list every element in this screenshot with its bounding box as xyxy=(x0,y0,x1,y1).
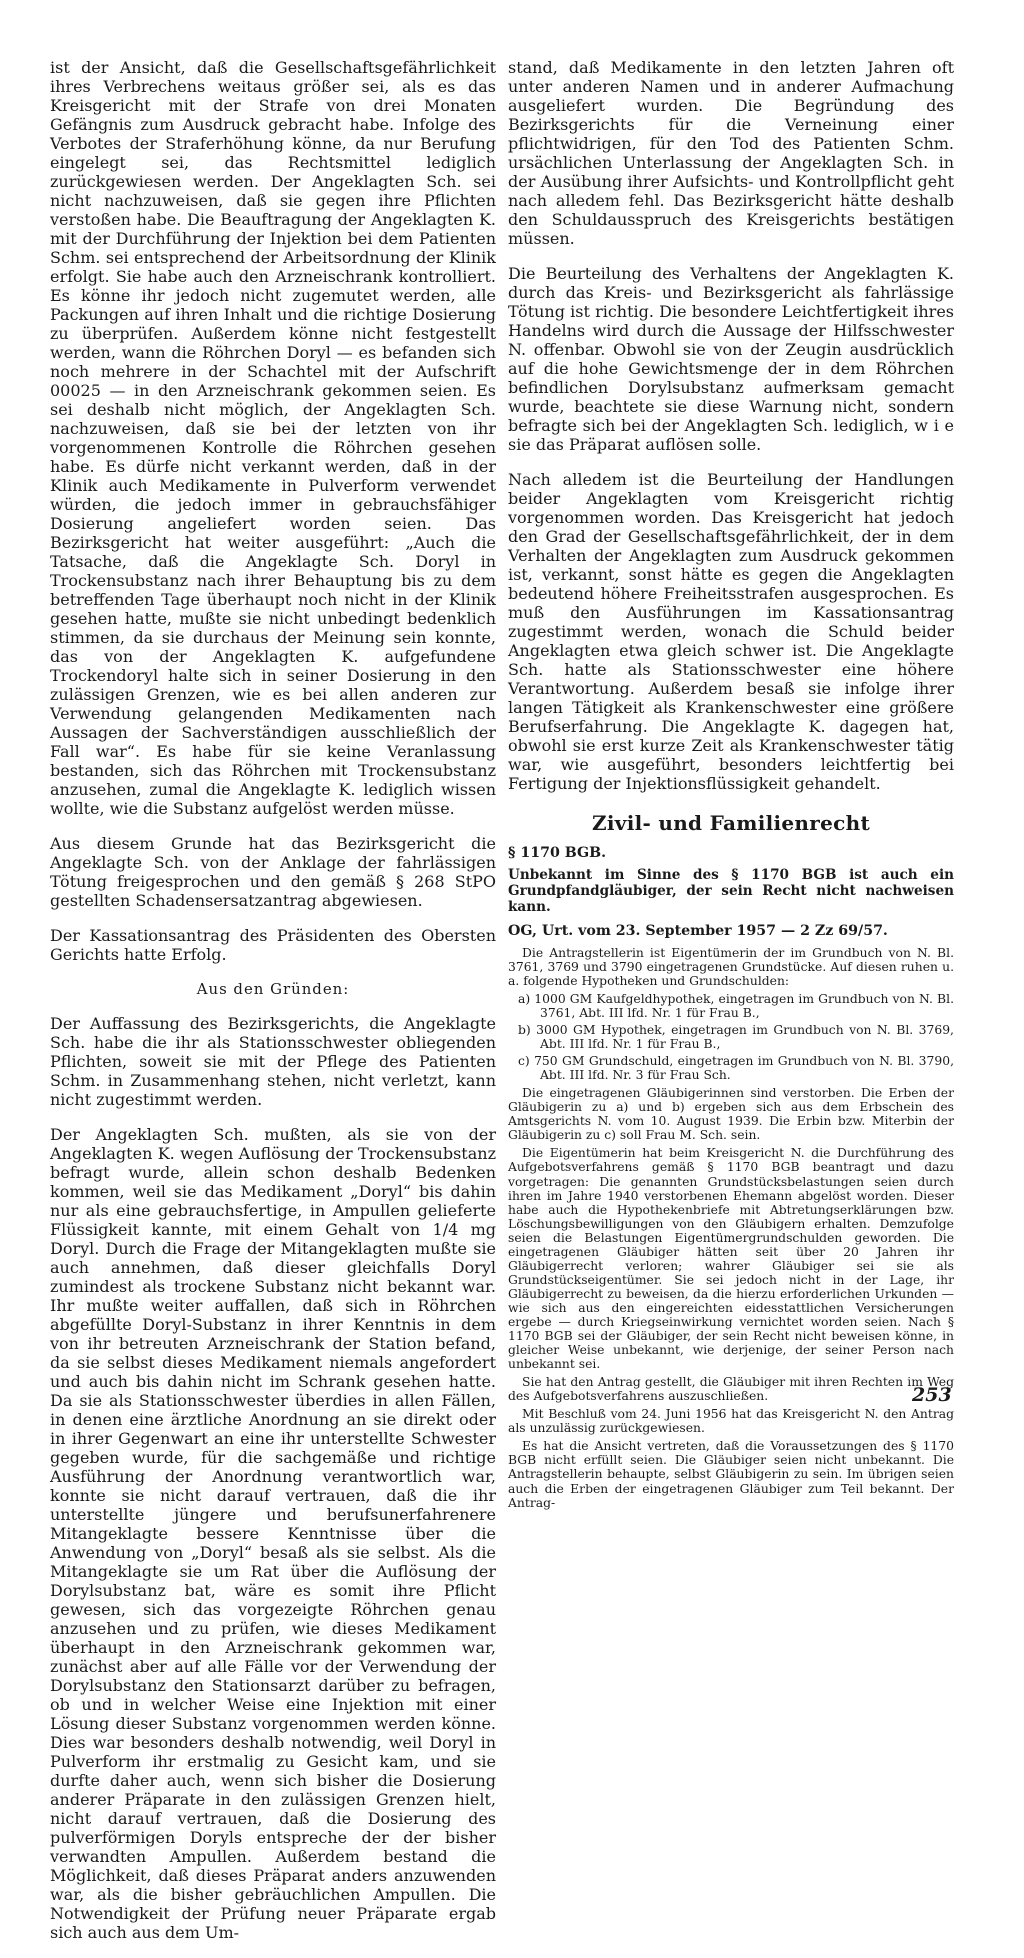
paragraph: ist der Ansicht, daß die Gesellschaftsgefährlichkeit ihres Verbrechens weitaus größer sei, als es das Kreisgericht mit der Strafe von drei Monaten Gefängnis zum Ausdruck gebracht habe. Infolge des Verbotes der Straferhöhung könne, da nur Berufung eingelegt sei, das Rechtsmittel lediglich zurückgewiesen werden. Der Angeklagten Sch. sei nicht nachzuweisen, daß sie gegen ihre Pflichten verstoßen habe. Die Beauftragung der Angeklagten K. mit der Durchführung der Injektion bei dem Patienten Schm. sei entsprechend der Arbeitsordnung der Klinik erfolgt. Sie habe auch den Arzneischrank kontrolliert. Es könne ihr jedoch nicht zugemutet werden, alle Packungen auf ihren Inhalt und die richtige Dosierung zu überprüfen. Außerdem könne nicht festgestellt werden, wann die Röhrchen Doryl — es befanden sich noch mehrere in der Schachtel mit der Aufschrift 00025 — in den Arzneischrank gekommen seien. Es sei deshalb nicht möglich, der Angeklagten Sch. nachzuweisen, daß sie bei der letzten von ihr vorgenommenen Kontrolle die Röhrchen gesehen habe. Es dürfe nicht verkannt werden, daß in der Klinik auch Medikamente in Pulverform verwendet würden, die jedoch immer in gebrauchsfähiger Dosierung angeliefert worden seien. Das Bezirksgericht hat weiter ausgeführt: „Auch die Tatsache, daß die Angeklagte Sch. Doryl in Trockensubstanz nach ihrer Behauptung bis zu dem betreffenden Tage überhaupt noch nicht in der Klinik gesehen hatte, mußte sie nicht unbedingt bedenklich stimmen, da sie durchaus der Meinung sein konnte, das von der Angeklagten K. aufgefundene Trockendoryl halte sich in seiner Dosierung in den zulässigen Grenzen, wie es bei allen anderen zur Verwendung gelangenden Medikamenten nach Aussagen der Sachverständigen ausschließlich der Fall war“. Es habe für sie keine Veranlassung bestanden, sich das Röhrchen mit Trockensubstanz anzusehen, zumal die Angeklagte K. lediglich wissen wollte, wie die Substanz aufgelöst werden müsse. xyxy=(50,58,496,818)
right-column xyxy=(508,42,954,1514)
paragraph: stand, daß Medikamente in den letzten Jahren oft unter anderen Namen und in anderer Aufmachung ausgeliefert wurden. Die Begründung des Bezirksgerichts für die Verneinung einer pflichtwidrigen, für den Tod des Patienten Schm. ursächlichen Unterlassung der Angeklagten Sch. in der Ausübung ihrer Aufsichts- und Kontrollpflicht geht nach alledem fehl. Das Bezirksgericht hätte deshalb den Schuldausspruch des Kreisgerichts bestätigen müssen. xyxy=(508,58,954,248)
paragraph: Die eingetragenen Gläubigerinnen sind verstorben. Die Erben der Gläubigerin zu a) und b) ergeben sich aus dem Erbschein des Amtsgerichts N. vom 10. August 1939. Die Erbin bzw. Miterbin der Gläubigerin zu c) soll Frau M. Sch. sein. xyxy=(508,1086,954,1143)
claims-list xyxy=(508,992,954,1082)
paragraph: Aus diesem Grunde hat das Bezirksgericht die Angeklagte Sch. von der Anklage der fahrlässigen Tötung freigesprochen und den gemäß § 268 StPO gestellten Schadensersatzantrag abgewiesen. xyxy=(50,834,496,910)
paragraph: Der Kassationsantrag des Präsidenten des Obersten Gerichts hatte Erfolg. xyxy=(50,926,496,964)
paragraph: Die Antragstellerin ist Eigentümerin der im Grundbuch von N. Bl. 3761, 3769 und 3790 eingetragenen Grundstücke. Auf diesen ruhen u. a. folgende Hypotheken und Grundschulden: xyxy=(508,945,954,988)
paragraph: Der Auffassung des Bezirksgerichts, die Angeklagte Sch. habe die ihr als Stationsschwester obliegenden Pflichten, soweit sie mit der Pflege des Patienten Schm. in Zusammenhang stehen, nicht verletzt, kann nicht zugestimmt werden. xyxy=(50,1014,496,1109)
subheading: Aus den Gründen: xyxy=(196,980,350,998)
list-item: c) 750 GM Grundschuld, eingetragen im Grundbuch von N. Bl. 3790, Abt. III lfd. Nr. 3 für Frau Sch. xyxy=(518,1054,954,1083)
paragraph: Mit Beschluß vom 24. Juni 1956 hat das Kreisgericht N. den Antrag als unzulässig zurückgewiesen. xyxy=(508,1407,954,1436)
left-column xyxy=(50,42,496,1958)
page-number: 253 xyxy=(912,1384,952,1406)
paragraph: Die Beurteilung des Verhaltens der Angeklagten K. durch das Kreis- und Bezirksgericht als fahrlässige Tötung ist richtig. Die besondere Leichtfertigkeit ihres Handelns wird durch die Aussage der Hilfsschwester N. offenbar. Obwohl sie von der Zeugin ausdrücklich auf die hohe Gewichtsmenge der in dem Röhrchen befindlichen Dorylsubstanz aufmerksam gemacht wurde, beachtete sie diese Warnung nicht, sondern befragte sich bei der Angeklagten Sch. lediglich, w i e sie das Präparat auflösen solle. xyxy=(508,264,954,454)
list-item: b) 3000 GM Hypothek, eingetragen im Grundbuch von N. Bl. 3769, Abt. III lfd. Nr. 1 für Frau B., xyxy=(518,1023,954,1052)
section-title: Zivil- und Familienrecht xyxy=(591,811,870,835)
paragraph: Der Angeklagten Sch. mußten, als sie von der Angeklagten K. wegen Auflösung der Trockensubstanz befragt wurde, allein schon deshalb Bedenken kommen, weil sie das Medikament „Doryl“ bis dahin nur als eine gebrauchsfertige, in Ampullen gelieferte Flüssigkeit kannte, mit einem Gehalt von 1/4 mg Doryl. Durch die Frage der Mitangeklagten mußte sie auch annehmen, daß dieser gleichfalls Doryl zumindest als trockene Substanz nicht bekannt war. Ihr mußte weiter auffallen, daß sich in Röhrchen abgefüllte Doryl-Substanz in ihrer Kenntnis in dem von ihr betreuten Arzneischrank der Station befand, da sie selbst dieses Medikament niemals angefordert und auch bis dahin nicht im Schrank gesehen hatte. Da sie als Stationsschwester überdies in allen Fällen, in denen eine ärztliche Anordnung an sie direkt oder in ihrer Gegenwart an eine ihr unterstellte Schwester gegeben wurde, für die sachgemäße und richtige Ausführung der Anordnung verantwortlich war, konnte sie nicht darauf vertrauen, daß die ihr unterstellte jüngere und berufsunerfahrenere Mitangeklagte bessere Kenntnisse über die Anwendung von „Doryl“ besaß als sie selbst. Als die Mitangeklagte sie um Rat über die Auflösung der Dorylsubstanz bat, wäre es somit ihre Pflicht gewesen, sich das vorgezeigte Röhrchen genau anzusehen und zu prüfen, wie dieses Medikament überhaupt in den Arzneischrank gekommen war, zunächst aber auf alle Fälle vor der Verwendung der Dorylsubstanz den Stationsarzt darüber zu befragen, ob und in welcher Weise eine Injektion mit einer Lösung dieser Substanz vorgenommen werden könne. Dies war besonders deshalb notwendig, weil Doryl in Pulverform ihr erstmalig zu Gesicht kam, und sie durfte daher auch, wenn sich bisher die Dosierung anderer Präparate in den zulässigen Grenzen hielt, nicht darauf vertrauen, daß die Dosierung des pulverförmigen Doryls entspreche der der bisher verwandten Ampullen. Außerdem bestand die Möglichkeit, daß dieses Präparat anders anzuwenden war, als die bisher gebräuchlichen Ampullen. Die Notwendigkeit der Prüfung neuer Präparate ergab sich auch aus dem Um- xyxy=(50,1125,496,1942)
paragraph: Es hat die Ansicht vertreten, daß die Voraussetzungen des § 1170 BGB nicht erfüllt seien. Die Gläubiger seien nicht unbekannt. Die Antragstellerin behaupte, selbst Gläubigerin zu sein. Im übrigen seien auch die Erben der eingetragenen Gläubiger zum Teil bekannt. Der Antrag- xyxy=(508,1439,954,1510)
paragraph: Nach alledem ist die Beurteilung der Handlungen beider Angeklagten vom Kreisgericht richtig vorgenommen worden. Das Kreisgericht hat jedoch den Grad der Gesellschaftsgefährlichkeit, der in dem Verhalten der Angeklagten zum Ausdruck gekommen ist, verkannt, sonst hätte es gegen die Angeklagten bedeutend höhere Freiheitsstrafen ausgesprochen. Es muß den Ausführungen im Kassationsantrag zugestimmt werden, wonach die Schuld beider Angeklagten etwa gleich schwer ist. Die Angeklagte Sch. hatte als Stationsschwester eine höhere Verantwortung. Außerdem besaß sie infolge ihrer langen Tätigkeit als Krankenschwester eine größere Berufserfahrung. Die Angeklagte K. dagegen hat, obwohl sie erst kurze Zeit als Krankenschwester tätig war, wie ausgeführt, besonders leichtfertig bei Fertigung der Injektionsflüssigkeit gehandelt. xyxy=(508,470,954,793)
list-item: a) 1000 GM Kaufgeldhypothek, eingetragen im Grundbuch von N. Bl. 3761, Abt. III lfd. Nr. 1 für Frau B., xyxy=(518,991,954,1020)
paragraph: Die Eigentümerin hat beim Kreisgericht N. die Durchführung des Aufgebotsverfahrens gemäß § 1170 BGB beantragt und dazu vorgetragen: Die genannten Grundstücksbelastungen seien durch ihren im Jahre 1940 verstorbenen Ehemann abgelöst worden. Dieser habe auch die Hypothekenbriefe mit Abtretungserklärungen bzw. Löschungsbewilligungen von den Gläubigern erhalten. Demzufolge seien die Belastungen Eigentümergrundschulden geworden. Die eingetragenen Gläubiger hätten seit über 20 Jahren ihr Gläubigerrecht verloren; wahrer Gläubiger sei sie als Grundstückseigentümer. Sie sei jedoch nicht in der Lage, ihr Gläubigerrecht zu beweisen, da die hierzu erforderlichen Urkunden — wie sich aus den eingereichten eidesstattlichen Versicherungen ergebe — durch Kriegseinwirkung vernichtet worden seien. Nach § 1170 BGB sei der Gläubiger, der sein Recht nicht beweisen könne, in gleicher Weise unbekannt, wie derjenige, der seiner Person nach unbekannt sei. xyxy=(508,1146,954,1372)
case-citation: OG, Urt. vom 23. September 1957 — 2 Zz 69/57. xyxy=(508,923,888,940)
headnote: Unbekannt im Sinne des § 1170 BGB ist auch ein Grundpfandgläubiger, der sein Recht nicht nachweisen kann. xyxy=(508,867,954,916)
statute-reference: § 1170 BGB. xyxy=(508,845,607,861)
paragraph: Sie hat den Antrag gestellt, die Gläubiger mit ihren Rechten im Weg des Aufgebotsverfahrens auszuschließen. xyxy=(508,1375,954,1404)
